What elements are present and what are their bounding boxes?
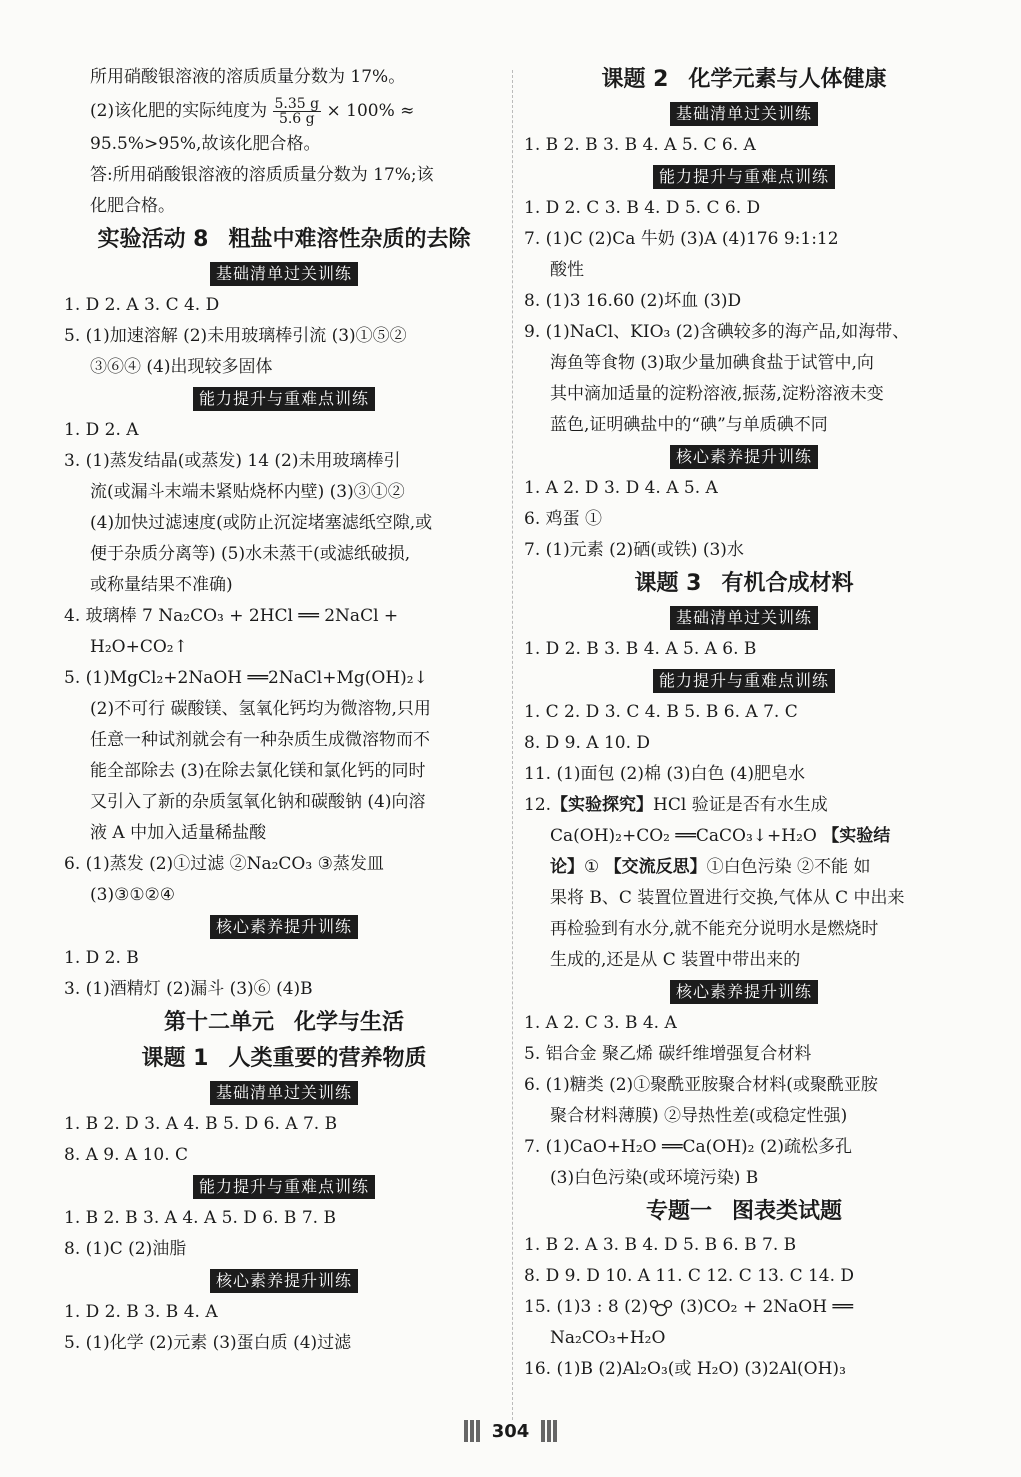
answer-line: 5. (1)MgCl₂+2NaOH ══2NaCl+Mg(OH)₂↓ (64, 668, 428, 688)
bracket-label: 【实验探究】 (551, 795, 654, 815)
answer-line: 聚合材料薄膜) ②导热性差(或稳定性强) (550, 1106, 848, 1126)
answer-line: 8. (1)3 16.60 (2)坏血 (3)D (524, 291, 742, 311)
answer-line: 又引入了新的杂质氢氧化钠和碳酸钠 (4)向溶 (90, 792, 426, 812)
answer-line: 能全部除去 (3)在除去氯化镁和氯化钙的同时 (90, 761, 426, 781)
section-number: 实验活动 8 (97, 227, 209, 252)
answer-line: 11. (1)面包 (2)棉 (3)白色 (4)肥皂水 (524, 764, 805, 784)
answer-line (524, 790, 964, 821)
answer-line: 1. B 2. B 3. A 4. A 5. D 6. B 7. B (64, 1208, 336, 1228)
answer-line: 1. D 2. B 3. B 4. A (64, 1302, 218, 1322)
text-line: 所用硝酸银溶液的溶质质量分数为 17%。 (90, 67, 406, 87)
lesson-title: 人类重要的营养物质 (228, 1046, 427, 1071)
answer-line: 9. (1)NaCl、KIO₃ (2)含碘较多的海产品,如海带、 (524, 322, 910, 342)
answer-line: 7. (1)元素 (2)硒(或铁) (3)水 (524, 540, 744, 560)
answer-line: 3. (1)酒精灯 (2)漏斗 (3)⑥ (4)B (64, 979, 313, 999)
topic-heading (524, 1194, 964, 1230)
answer-line: 液 A 中加入适量稀盐酸 (90, 823, 267, 843)
answer-line: 8. (1)C (2)油脂 (64, 1239, 187, 1259)
right-column (524, 62, 964, 1385)
answer-line: 6. (1)蒸发 (2)①过滤 ②Na₂CO₃ ③蒸发皿 (64, 854, 384, 874)
answer-line: 4. 玻璃棒 7 Na₂CO₃ + 2HCl ══ 2NaCl + (64, 606, 399, 626)
ability-training-tag: 能力提升与重难点训练 (193, 1175, 375, 1199)
lesson-heading (524, 62, 964, 98)
answer-line: 5. 铝合金 聚乙烯 碳纤维增强复合材料 (524, 1044, 812, 1064)
answer-line: 1. D 2. A (64, 420, 139, 440)
answer-line: 16. (1)B (2)Al₂O₃(或 H₂O) (3)2Al(OH)₃ (524, 1359, 846, 1379)
answer-line: 果将 B、C 装置位置进行交换,气体从 C 中出来 (550, 888, 905, 908)
answer-line: 1. D 2. C 3. B 4. D 5. C 6. D (524, 198, 761, 218)
fraction-numerator: 5.35 g (274, 96, 320, 112)
unit-heading (64, 1005, 504, 1041)
answer-text: (3)CO₂ + 2NaOH ══ (674, 1297, 853, 1317)
answer-line: 其中滴加适量的淀粉溶液,振荡,淀粉溶液未变 (550, 384, 884, 404)
ability-training-tag: 能力提升与重难点训练 (653, 669, 835, 693)
answer-line (524, 1292, 964, 1323)
answer-line: 6. 鸡蛋 ① (524, 509, 603, 529)
basic-training-tag: 基础清单过关训练 (210, 262, 358, 286)
answer-line: Na₂CO₃+H₂O (550, 1328, 666, 1348)
text-line: 化肥合格。 (90, 196, 175, 216)
answer-line: 8. D 9. D 10. A 11. C 12. C 13. C 14. D (524, 1266, 855, 1286)
answer-number: 12. (524, 795, 552, 815)
answer-line: 蓝色,证明碘盐中的“碘”与单质碘不同 (550, 415, 828, 435)
lesson-number: 课题 2 (601, 67, 669, 92)
answer-line: 1. B 2. B 3. B 4. A 5. C 6. A (524, 135, 756, 155)
answer-line: 生成的,还是从 C 装置中带出来的 (550, 950, 801, 970)
unit-title: 化学与生活 (294, 1010, 405, 1035)
answer-text: 15. (1)3 : 8 (2) (524, 1297, 649, 1317)
answer-line: H₂O+CO₂↑ (90, 637, 188, 657)
lesson-number: 课题 1 (141, 1046, 209, 1071)
answer-line: ③⑥④ (4)出现较多固体 (90, 357, 273, 377)
left-column (64, 62, 504, 1359)
answer-text: Ca(OH)₂+CO₂ ══CaCO₃↓+H₂O (550, 826, 823, 846)
core-training-tag: 核心素养提升训练 (210, 915, 358, 939)
lesson-title: 有机合成材料 (721, 571, 854, 596)
lesson-heading (64, 1041, 504, 1077)
answer-line: 酸性 (550, 260, 584, 280)
bracket-label: 【实验结 (822, 826, 891, 846)
bracket-label: 【交流反思】 (604, 857, 707, 877)
answer-text: ①白色污染 ②不能 如 (706, 857, 871, 877)
bracket-label: 论】 (550, 857, 584, 877)
answer-line: 7. (1)CaO+H₂O ══Ca(OH)₂ (2)疏松多孔 (524, 1137, 852, 1157)
lesson-title: 化学元素与人体健康 (688, 67, 887, 92)
answer-line: 1. C 2. D 3. C 4. B 5. B 6. A 7. C (524, 702, 798, 722)
answer-line: 1. D 2. A 3. C 4. D (64, 295, 220, 315)
lesson-number: 课题 3 (634, 571, 702, 596)
answer-line: 1. A 2. C 3. B 4. A (524, 1013, 677, 1033)
topic-number: 专题一 (645, 1199, 712, 1224)
core-training-tag: 核心素养提升训练 (210, 1269, 358, 1293)
answer-line: 便于杂质分离等) (5)水未蒸干(或滤纸破损, (90, 544, 411, 564)
purity-text: (2)该化肥的实际纯度为 (90, 101, 268, 121)
answer-line: 6. (1)糖类 (2)①聚酰亚胺聚合材料(或聚酰亚胺 (524, 1075, 878, 1095)
answer-line: 任意一种试剂就会有一种杂质生成微溶物而不 (90, 730, 430, 750)
page-number-text: 304 (491, 1420, 530, 1442)
answer-line: 1. D 2. B (64, 948, 139, 968)
answer-line: 7. (1)C (2)Ca 牛奶 (3)A (4)176 9:1:12 (524, 229, 839, 249)
answer-line: 流(或漏斗末端未紧贴烧杯内壁) (3)③①② (90, 482, 405, 502)
section-heading (64, 222, 504, 258)
answer-line: 8. D 9. A 10. D (524, 733, 651, 753)
answer-text: HCl 验证是否有水生成 (653, 795, 828, 815)
answer-line: (3)③①②④ (90, 885, 176, 905)
text-line: 95.5%>95%,故该化肥合格。 (90, 134, 321, 154)
topic-title: 图表类试题 (732, 1199, 843, 1224)
column-divider (512, 70, 513, 1420)
page-number (0, 1420, 1021, 1442)
answer-line: (4)加快过滤速度(或防止沉淀堵塞滤纸空隙,或 (90, 513, 433, 533)
basic-training-tag: 基础清单过关训练 (670, 102, 818, 126)
ability-training-tag: 能力提升与重难点训练 (653, 165, 835, 189)
answer-line: 1. D 2. B 3. B 4. A 5. A 6. B (524, 639, 757, 659)
answer-line: 3. (1)蒸发结晶(或蒸发) 14 (2)未用玻璃棒引 (64, 451, 401, 471)
purity-text-end: × 100% ≈ (326, 101, 415, 121)
fraction-denominator: 5.6 g (278, 111, 315, 127)
core-training-tag: 核心素养提升训练 (670, 445, 818, 469)
lesson-heading (524, 566, 964, 602)
molecule-icon (648, 1299, 674, 1317)
answer-line: (3)白色污染(或环境污染) B (550, 1168, 759, 1188)
answer-line (524, 821, 964, 852)
answer-line: 1. B 2. D 3. A 4. B 5. D 6. A 7. B (64, 1114, 338, 1134)
basic-training-tag: 基础清单过关训练 (670, 606, 818, 630)
purity-fraction (273, 97, 322, 126)
ability-training-tag: 能力提升与重难点训练 (193, 387, 375, 411)
answer-line: 5. (1)化学 (2)元素 (3)蛋白质 (4)过滤 (64, 1333, 352, 1353)
answer-line: 或称量结果不准确) (90, 575, 233, 595)
answer-line: 海鱼等食物 (3)取少量加碘食盐于试管中,向 (550, 353, 874, 373)
text-line: 答:所用硝酸银溶液的溶质质量分数为 17%;该 (90, 165, 434, 185)
section-title: 粗盐中难溶性杂质的去除 (228, 227, 471, 252)
core-training-tag: 核心素养提升训练 (670, 980, 818, 1004)
basic-training-tag: 基础清单过关训练 (210, 1081, 358, 1105)
answer-line: 1. A 2. D 3. D 4. A 5. A (524, 478, 718, 498)
answer-line (524, 852, 964, 883)
unit-number: 第十二单元 (163, 1010, 274, 1035)
purity-line (64, 93, 504, 129)
answer-text: ① (584, 857, 605, 877)
answer-line: 8. A 9. A 10. C (64, 1145, 189, 1165)
answer-line: 再检验到有水分,就不能充分说明水是燃烧时 (550, 919, 879, 939)
answer-line: (2)不可行 碳酸镁、氢氧化钙均为微溶物,只用 (90, 699, 431, 719)
answer-line: 1. B 2. A 3. B 4. D 5. B 6. B 7. B (524, 1235, 797, 1255)
answer-line: 5. (1)加速溶解 (2)未用玻璃棒引流 (3)①⑤② (64, 326, 407, 346)
